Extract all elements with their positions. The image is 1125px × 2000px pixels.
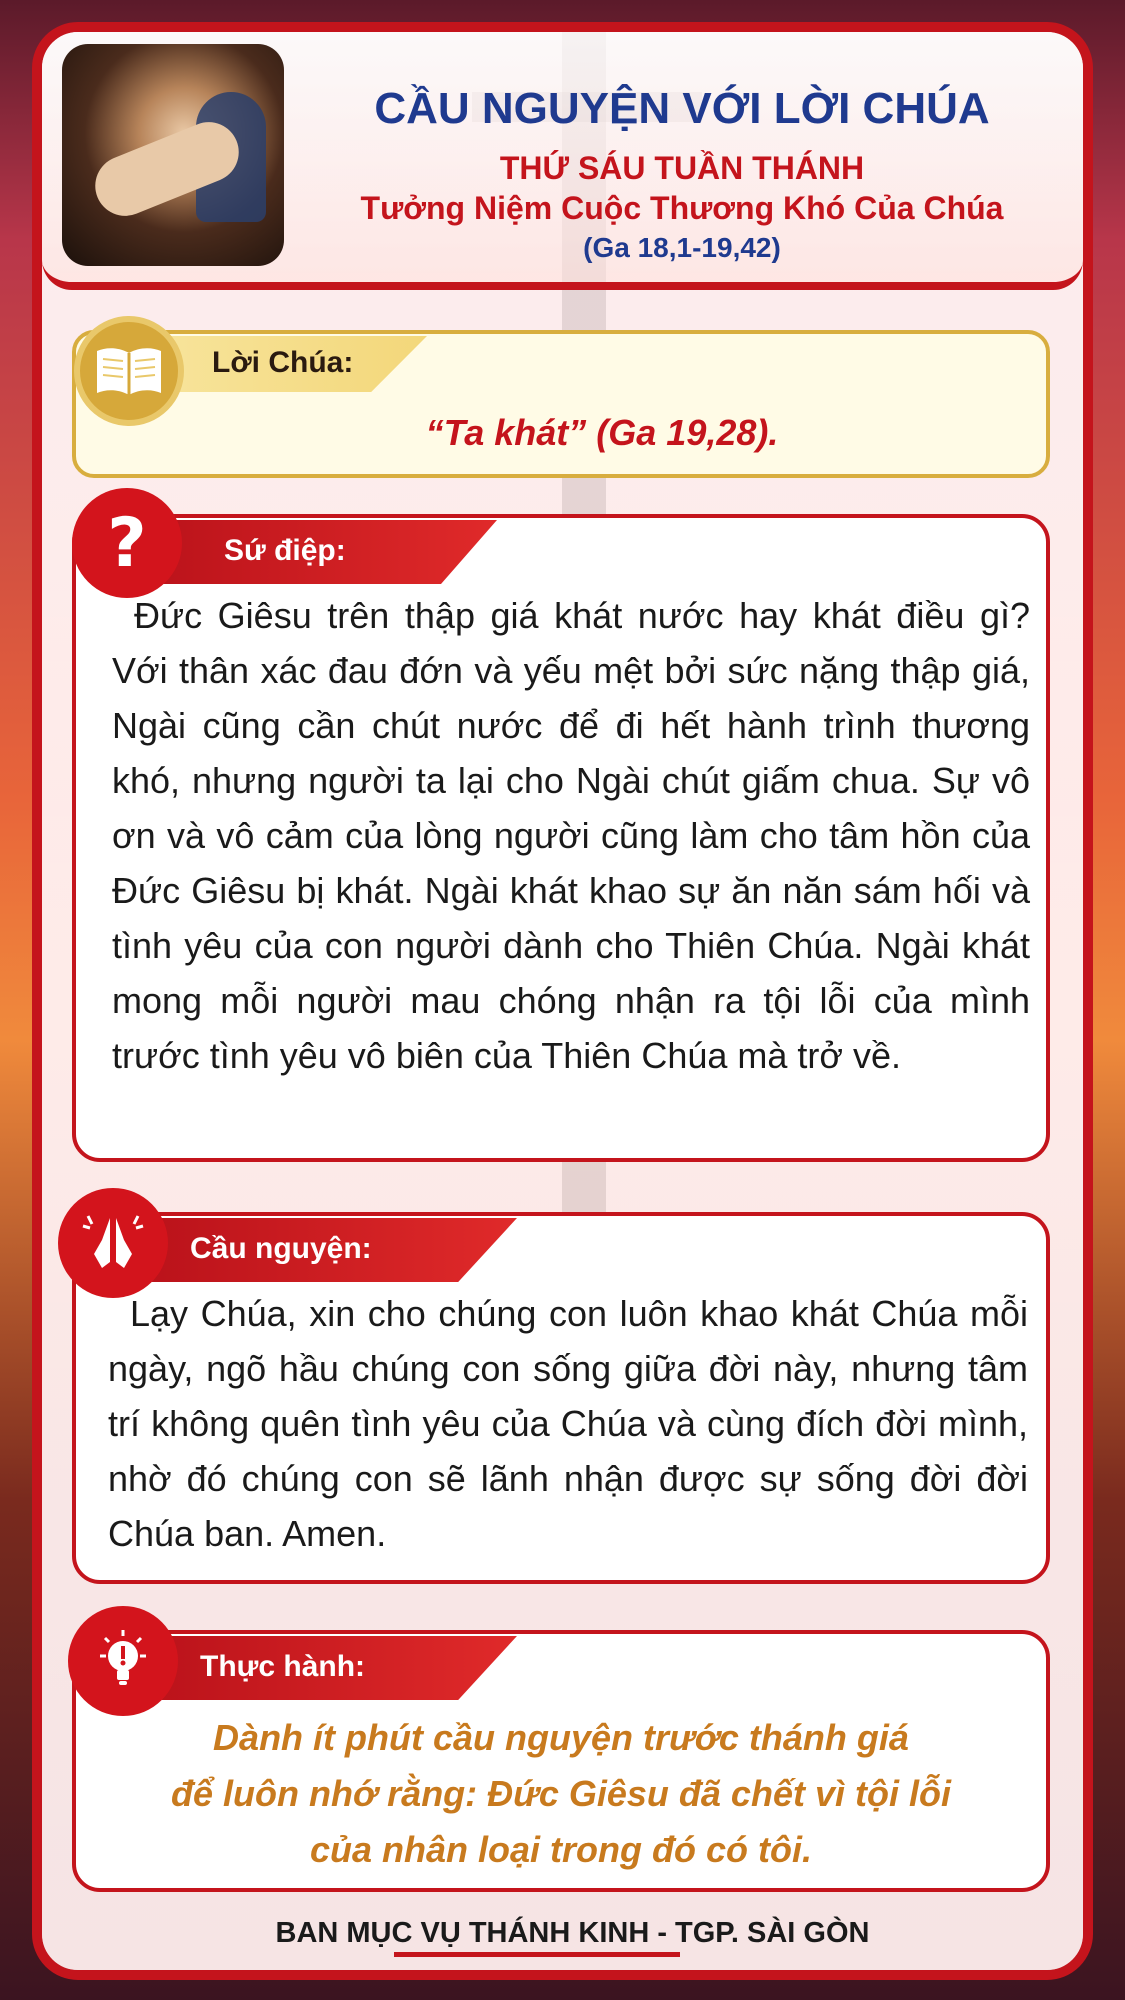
poster-frame [32, 22, 1093, 1980]
question-mark-icon: ? [72, 488, 182, 598]
liturgical-subtitle: Tưởng Niệm Cuộc Thương Khó Của Chúa [360, 190, 1004, 226]
loi-chua-label: Lời Chúa: [212, 346, 354, 379]
su-diep-text: Đức Giêsu trên thập giá khát nước hay khát điều gì? Với thân xác đau đớn và yếu mệt bởi sức nặng thập giá, Ngài cũng cần chút nước để đi hết hành trình thương khó, nhưng người ta lại cho Ngài chút giấm chua. Sự vô ơn và vô cảm của lòng người cũng làm cho tâm hồn của Đức Giêsu bị khát. Ngài khát khao sự ăn năn sám hối và tình yêu của con người dành cho Thiên Chúa. Ngài khát mong mỗi người mau chóng nhận ra tội lỗi của mình trước tình yêu vô biên của Thiên Chúa mà trở về. [112, 595, 1030, 1076]
header [42, 32, 1083, 290]
thuc-hanh-line-3: của nhân loại trong đó có tôi. [310, 1829, 812, 1870]
lightbulb-icon [68, 1606, 178, 1716]
page-title: CẦU NGUYỆN VỚI LỜI CHÚA [374, 84, 990, 133]
footer-divider [394, 1952, 680, 1957]
scripture-verse: “Ta khát” (Ga 19,28). [425, 412, 779, 453]
praying-hands-icon [58, 1188, 168, 1298]
cau-nguyen-label: Cầu nguyện: [190, 1232, 372, 1265]
thuc-hanh-line-1: Dành ít phút cầu nguyện trước thánh giá [213, 1717, 909, 1758]
cau-nguyen-text: Lạy Chúa, xin cho chúng con luôn khao khát Chúa mỗi ngày, ngõ hầu chúng con sống giữa đời này, nhưng tâm trí không quên tình yêu của Chúa và cùng đích đời mình, nhờ đó chúng con sẽ lãnh nhận được sự sống đời đời Chúa ban. Amen. [108, 1293, 1028, 1554]
su-diep-label: Sứ điệp: [224, 534, 346, 567]
footer-credit: BAN MỤC VỤ THÁNH KINH - TGP. SÀI GÒN [275, 1917, 870, 1949]
liturgical-day: THỨ SÁU TUẦN THÁNH [499, 150, 865, 186]
thuc-hanh-label: Thực hành: [200, 1650, 366, 1683]
open-book-icon [74, 316, 184, 426]
gospel-reference: (Ga 18,1-19,42) [583, 232, 781, 263]
thuc-hanh-line-2: để luôn nhớ rằng: Đức Giêsu đã chết vì tội lỗi [171, 1773, 951, 1814]
pieta-painting-image [62, 44, 284, 266]
